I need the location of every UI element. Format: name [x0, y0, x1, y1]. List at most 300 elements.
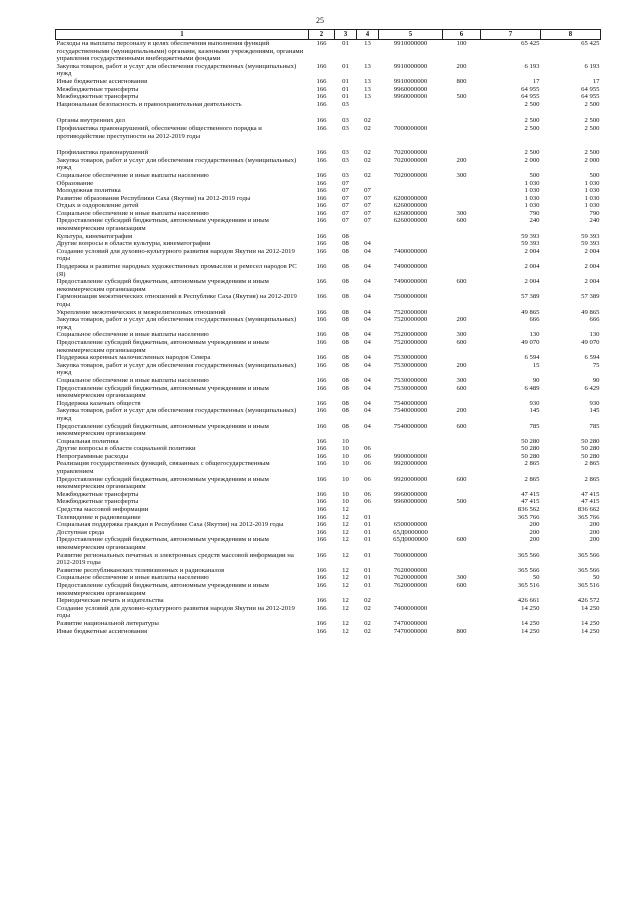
- row-code-ministry: 166: [316, 179, 327, 187]
- row-code-section: 03: [342, 171, 349, 179]
- row-code-ministry: 166: [316, 194, 327, 202]
- row-code-target: 7490000000: [393, 278, 428, 286]
- row-amount-col8: 930: [589, 399, 600, 407]
- row-amount-col7: 64 955: [521, 93, 540, 101]
- row-code-ministry: 166: [316, 597, 327, 605]
- row-description: Закупка товаров, работ и услуг для обеспечения государственных (муниципальных) нужд: [56, 316, 297, 331]
- row-code-subsection: [357, 233, 379, 241]
- row-code-subsection: 06: [364, 445, 371, 453]
- row-code-expense-type: [443, 445, 481, 453]
- row-code-subsection: 04: [364, 331, 371, 339]
- row-code-expense-type: [443, 620, 481, 628]
- row-code-subsection: [357, 180, 379, 188]
- table-row: [56, 86, 601, 94]
- row-amount-col7: 15: [532, 361, 540, 369]
- row-amount-col7: 14 250: [521, 627, 540, 635]
- row-code-subsection: 01: [364, 536, 371, 544]
- row-amount-col7: 49 865: [521, 308, 540, 316]
- row-code-expense-type: [443, 521, 481, 529]
- row-amount-col8: 2 500: [584, 149, 600, 157]
- row-code-target: [379, 445, 443, 453]
- column-header: 4: [357, 30, 379, 40]
- table-row: [56, 362, 601, 377]
- row-code-ministry: 166: [316, 422, 327, 430]
- page-number: 25: [316, 16, 324, 25]
- row-description: Предоставление субсидий бюджетным, автономным учреждениям и иным некоммерческим организациям: [56, 338, 269, 354]
- row-code-section: 01: [342, 40, 349, 47]
- row-spacer: [56, 108, 601, 117]
- row-code-expense-type: 200: [456, 407, 467, 415]
- row-description: Предоставление субсидий бюджетным, автономным учреждениям и иным некоммерческим организациям: [56, 217, 269, 233]
- row-code-ministry: 166: [316, 399, 327, 407]
- row-code-section: 12: [342, 566, 349, 574]
- row-amount-col8: 2 004: [584, 278, 600, 286]
- row-amount-col7: 2 865: [524, 460, 540, 468]
- row-code-section: 08: [342, 247, 349, 255]
- row-code-expense-type: 600: [456, 581, 467, 589]
- row-code-subsection: 04: [364, 361, 371, 369]
- row-code-ministry: 166: [316, 278, 327, 286]
- row-amount-col8: 666: [589, 316, 600, 324]
- row-code-ministry: 166: [316, 506, 327, 514]
- table-row: [56, 423, 601, 438]
- row-code-ministry: 166: [316, 240, 327, 248]
- row-amount-col7: 6 193: [524, 62, 540, 70]
- row-code-subsection: 04: [364, 338, 371, 346]
- row-code-section: 08: [342, 293, 349, 301]
- row-code-subsection: 04: [364, 354, 371, 362]
- table-row: [56, 278, 601, 293]
- row-description: Социальное обеспечение и иные выплаты населению: [56, 574, 209, 582]
- row-amount-col8: 6 594: [584, 354, 600, 362]
- row-code-expense-type: 500: [456, 498, 467, 506]
- table-row: [56, 78, 601, 86]
- row-code-target: 9960000000: [393, 490, 428, 498]
- row-amount-col7: 2 500: [524, 124, 540, 132]
- row-amount-col7: 145: [529, 407, 540, 415]
- row-code-section: 08: [342, 263, 349, 271]
- row-code-expense-type: 200: [456, 62, 467, 70]
- row-code-section: 12: [342, 581, 349, 589]
- row-description: Развитие региональных печатных и электронных средств массовой информации на 2012-2019 годы: [56, 551, 294, 567]
- row-code-section: 12: [342, 627, 349, 635]
- row-code-subsection: 01: [364, 566, 371, 574]
- row-code-subsection: 04: [364, 384, 371, 392]
- row-code-ministry: 166: [316, 331, 327, 339]
- row-code-subsection: 07: [364, 187, 371, 195]
- row-code-ministry: 166: [316, 156, 327, 164]
- table-row: [56, 438, 601, 446]
- row-amount-col7: 2 500: [524, 149, 540, 157]
- row-code-subsection: 07: [364, 217, 371, 225]
- row-description: Социальная поддержка граждан в Республике Саха (Якутия) на 2012-2019 годы: [56, 521, 284, 529]
- row-code-section: 12: [342, 604, 349, 612]
- row-code-ministry: 166: [316, 627, 327, 635]
- row-code-subsection: 01: [364, 528, 371, 536]
- row-code-subsection: 04: [364, 278, 371, 286]
- row-code-ministry: 166: [316, 490, 327, 498]
- row-amount-col7: 785: [529, 422, 540, 430]
- row-amount-col8: 47 415: [581, 490, 600, 498]
- row-code-ministry: 166: [316, 187, 327, 195]
- table-row: [56, 460, 601, 475]
- row-code-target: 65Д0000000: [393, 528, 428, 536]
- table-row: [56, 491, 601, 499]
- row-code-subsection: 04: [364, 293, 371, 301]
- row-code-section: 12: [342, 551, 349, 559]
- row-code-section: 10: [342, 460, 349, 468]
- row-code-ministry: 166: [316, 521, 327, 529]
- row-code-expense-type: [443, 552, 481, 567]
- row-code-target: 6260000000: [393, 209, 428, 217]
- row-amount-col8: 14 250: [581, 619, 600, 627]
- row-amount-col7: 50 280: [521, 445, 540, 453]
- table-row: [56, 385, 601, 400]
- row-description: Закупка товаров, работ и услуг для обеспечения государственных (муниципальных) нужд: [56, 156, 297, 172]
- row-amount-col8: 2 865: [584, 475, 600, 483]
- row-code-section: 12: [342, 528, 349, 536]
- row-amount-col7: 90: [532, 376, 540, 384]
- row-code-section: 10: [342, 437, 349, 445]
- row-code-subsection: 13: [364, 85, 371, 93]
- row-code-target: 7020000000: [393, 171, 428, 179]
- row-description: Другие вопросы в области социальной политики: [56, 445, 196, 453]
- row-amount-col7: 17: [532, 77, 540, 85]
- row-code-expense-type: [443, 597, 481, 605]
- row-code-expense-type: [443, 438, 481, 446]
- row-amount-col7: 6 594: [524, 354, 540, 362]
- row-description: Иные бюджетные ассигнования: [56, 77, 148, 85]
- row-amount-col7: 365 516: [517, 581, 540, 589]
- row-code-subsection: 06: [364, 498, 371, 506]
- row-code-expense-type: [443, 101, 481, 109]
- table-row: [56, 40, 601, 63]
- row-amount-col8: 49 070: [581, 338, 600, 346]
- row-code-target: [379, 506, 443, 514]
- row-code-section: 07: [342, 194, 349, 202]
- row-code-expense-type: 600: [456, 475, 467, 483]
- row-amount-col7: 365 566: [517, 566, 540, 574]
- row-code-target: 7540000000: [393, 422, 428, 430]
- row-code-target: 6260000000: [393, 217, 428, 225]
- row-code-target: 9910000000: [393, 40, 428, 47]
- budget-table: [55, 29, 601, 635]
- row-description: Межбюджетные трансферты: [56, 490, 139, 498]
- table-row: [56, 293, 601, 308]
- row-amount-col7: 1 030: [524, 187, 540, 195]
- row-amount-col8: 200: [589, 521, 600, 529]
- row-code-ministry: 166: [316, 62, 327, 70]
- row-code-target: 9910000000: [393, 62, 428, 70]
- column-header: 5: [379, 30, 443, 40]
- row-amount-col8: 59 393: [581, 232, 600, 240]
- row-amount-col7: 930: [529, 399, 540, 407]
- row-code-ministry: 166: [316, 93, 327, 101]
- row-code-expense-type: 300: [456, 171, 467, 179]
- row-amount-col8: 200: [589, 536, 600, 544]
- row-code-subsection: 04: [364, 247, 371, 255]
- row-code-target: 9960000000: [393, 498, 428, 506]
- row-description: Поддержка и развитие народных художественных промыслов и ремесел народов РС (Я): [56, 263, 297, 278]
- row-code-target: 7020000000: [393, 156, 428, 164]
- row-code-ministry: 166: [316, 100, 327, 108]
- row-code-subsection: 02: [364, 149, 371, 157]
- table-row: [56, 620, 601, 628]
- row-code-subsection: 01: [364, 581, 371, 589]
- table-row: [56, 529, 601, 537]
- row-code-subsection: 06: [364, 490, 371, 498]
- table-row: [56, 210, 601, 218]
- row-code-ministry: 166: [316, 263, 327, 271]
- row-description: Укрепление межэтнических и межрелигиозных отношений: [56, 308, 226, 316]
- row-code-subsection: 04: [364, 308, 371, 316]
- row-code-section: 03: [342, 117, 349, 125]
- row-code-expense-type: [443, 529, 481, 537]
- row-code-ministry: 166: [316, 202, 327, 210]
- row-amount-col7: 365 766: [517, 513, 540, 521]
- table-row: [56, 506, 601, 514]
- row-code-expense-type: 500: [456, 93, 467, 101]
- row-code-ministry: 166: [316, 566, 327, 574]
- table-row: [56, 63, 601, 78]
- row-amount-col8: 2 500: [584, 124, 600, 132]
- table-row: [56, 248, 601, 263]
- row-code-ministry: 166: [316, 445, 327, 453]
- row-code-ministry: 166: [316, 171, 327, 179]
- row-amount-col8: 2 000: [584, 156, 600, 164]
- row-code-target: 7600000000: [393, 551, 428, 559]
- row-description: Предоставление субсидий бюджетным, автономным учреждениям и иным некоммерческим организациям: [56, 422, 269, 438]
- column-header: 2: [309, 30, 335, 40]
- row-amount-col8: 365 516: [577, 581, 600, 589]
- row-code-target: [379, 597, 443, 605]
- row-code-expense-type: [443, 453, 481, 461]
- row-code-ministry: 166: [316, 354, 327, 362]
- row-amount-col7: 1 030: [524, 179, 540, 187]
- row-code-subsection: [357, 438, 379, 446]
- row-code-section: 07: [342, 179, 349, 187]
- row-amount-col7: 240: [529, 217, 540, 225]
- table-row: [56, 498, 601, 506]
- row-amount-col8: 2 004: [584, 247, 600, 255]
- row-amount-col7: 790: [529, 209, 540, 217]
- row-code-section: 08: [342, 308, 349, 316]
- row-code-ministry: 166: [316, 117, 327, 125]
- row-code-ministry: 166: [316, 384, 327, 392]
- row-amount-col8: 145: [589, 407, 600, 415]
- row-code-section: 07: [342, 187, 349, 195]
- row-code-section: 08: [342, 422, 349, 430]
- row-code-ministry: 166: [316, 619, 327, 627]
- row-amount-col7: 1 030: [524, 202, 540, 210]
- row-code-expense-type: [443, 125, 481, 140]
- table-row: [56, 263, 601, 278]
- table-row: [56, 316, 601, 331]
- row-description: Предоставление субсидий бюджетным, автономным учреждениям и иным некоммерческим организациям: [56, 384, 269, 400]
- table-row: [56, 567, 601, 575]
- row-description: Межбюджетные трансферты: [56, 85, 139, 93]
- row-code-expense-type: 200: [456, 156, 467, 164]
- row-code-expense-type: [443, 86, 481, 94]
- row-code-target: 7500000000: [393, 293, 428, 301]
- row-description: Другие вопросы в области культуры, кинематографии: [56, 240, 211, 248]
- row-amount-col8: 1 030: [584, 179, 600, 187]
- row-code-target: 9920000000: [393, 460, 428, 468]
- row-code-target: 9920000000: [393, 475, 428, 483]
- row-code-target: 7020000000: [393, 149, 428, 157]
- row-amount-col8: 50: [592, 574, 600, 582]
- row-code-target: 7520000000: [393, 338, 428, 346]
- row-code-ministry: 166: [316, 581, 327, 589]
- row-amount-col7: 426 661: [517, 597, 540, 605]
- row-code-section: 01: [342, 85, 349, 93]
- row-code-expense-type: [443, 187, 481, 195]
- row-description: Предоставление субсидий бюджетным, автономным учреждениям и иным некоммерческим организациям: [56, 475, 269, 491]
- row-code-section: 01: [342, 77, 349, 85]
- row-amount-col8: 2 865: [584, 460, 600, 468]
- row-code-target: 6260000000: [393, 202, 428, 210]
- row-amount-col8: 14 250: [581, 604, 600, 612]
- row-code-subsection: 13: [364, 93, 371, 101]
- row-description: Профилактика правонарушений, обеспечение общественного порядка и противодействие преступности на 2012-2019 годы: [56, 124, 262, 140]
- column-header: 1: [56, 30, 309, 40]
- row-code-target: [379, 514, 443, 522]
- row-amount-col7: 130: [529, 331, 540, 339]
- row-code-expense-type: [443, 514, 481, 522]
- row-code-expense-type: 200: [456, 361, 467, 369]
- row-code-expense-type: 600: [456, 278, 467, 286]
- row-amount-col8: 14 250: [581, 627, 600, 635]
- row-code-section: 10: [342, 498, 349, 506]
- row-code-target: 7530000000: [393, 376, 428, 384]
- table-row: [56, 582, 601, 597]
- row-code-section: 01: [342, 62, 349, 70]
- row-amount-col7: 59 393: [521, 240, 540, 248]
- row-code-ministry: 166: [316, 604, 327, 612]
- table-row: [56, 240, 601, 248]
- row-code-subsection: 13: [364, 40, 371, 47]
- row-code-expense-type: 600: [456, 536, 467, 544]
- row-amount-col7: 2 004: [524, 263, 540, 271]
- row-code-subsection: 04: [364, 240, 371, 248]
- row-code-target: 7470000000: [393, 619, 428, 627]
- row-amount-col7: 2 500: [524, 117, 540, 125]
- row-amount-col8: 130: [589, 331, 600, 339]
- row-amount-col8: 50 280: [581, 437, 600, 445]
- row-code-ministry: 166: [316, 149, 327, 157]
- row-description: Телевидение и радиовещание: [56, 513, 141, 521]
- row-description: Расходы на выплаты персоналу в целях обеспечения выполнения функций государственными (муниципальными) органами, казенными учреждениями, органами управления государственными внебюджетными фондами: [56, 40, 304, 63]
- row-description: Межбюджетные трансферты: [56, 498, 139, 506]
- row-code-expense-type: [443, 506, 481, 514]
- row-description: Поддержка казачьих обществ: [56, 399, 141, 407]
- row-description: Социальное обеспечение и иные выплаты населению: [56, 209, 209, 217]
- row-code-expense-type: [443, 400, 481, 408]
- row-amount-col7: 200: [529, 528, 540, 536]
- row-code-subsection: 02: [364, 597, 371, 605]
- row-code-target: 7520000000: [393, 308, 428, 316]
- row-code-subsection: 04: [364, 316, 371, 324]
- row-code-expense-type: [443, 233, 481, 241]
- row-code-section: 08: [342, 407, 349, 415]
- row-code-section: 08: [342, 331, 349, 339]
- row-code-ministry: 166: [316, 247, 327, 255]
- row-amount-col8: 57 389: [581, 293, 600, 301]
- table-row: [56, 202, 601, 210]
- row-code-ministry: 166: [316, 574, 327, 582]
- table-row: [56, 476, 601, 491]
- row-code-target: 65Д0000000: [393, 536, 428, 544]
- row-amount-col7: 836 562: [517, 506, 540, 514]
- row-description: Социальная политика: [56, 437, 119, 445]
- row-code-target: 6200000000: [393, 194, 428, 202]
- table-row: [56, 574, 601, 582]
- row-code-section: 07: [342, 209, 349, 217]
- row-code-ministry: 166: [316, 77, 327, 85]
- row-amount-col7: 365 566: [517, 551, 540, 559]
- row-code-expense-type: [443, 605, 481, 620]
- row-code-ministry: 166: [316, 498, 327, 506]
- table-row: [56, 187, 601, 195]
- row-amount-col8: 365 766: [577, 513, 600, 521]
- row-code-subsection: 07: [364, 194, 371, 202]
- row-code-expense-type: [443, 263, 481, 278]
- row-code-expense-type: 600: [456, 338, 467, 346]
- row-amount-col7: 2 500: [524, 100, 540, 108]
- row-amount-col8: 836 662: [577, 506, 600, 514]
- row-code-target: 7000000000: [393, 124, 428, 132]
- table-body: [56, 40, 601, 636]
- row-code-expense-type: 100: [456, 40, 467, 47]
- row-code-section: 12: [342, 597, 349, 605]
- column-header: 3: [335, 30, 357, 40]
- row-code-subsection: 01: [364, 513, 371, 521]
- row-code-subsection: 01: [364, 551, 371, 559]
- row-code-expense-type: 600: [456, 422, 467, 430]
- table-row: [56, 233, 601, 241]
- row-description: Развитие национальной литературы: [56, 619, 159, 627]
- row-code-expense-type: [443, 309, 481, 317]
- row-code-expense-type: 800: [456, 627, 467, 635]
- row-code-ministry: 166: [316, 209, 327, 217]
- row-amount-col7: 200: [529, 536, 540, 544]
- row-amount-col8: 64 955: [581, 85, 600, 93]
- row-code-expense-type: [443, 202, 481, 210]
- row-code-target: 9960000000: [393, 85, 428, 93]
- spacer-cell: [56, 108, 601, 117]
- row-amount-col8: 365 566: [577, 566, 600, 574]
- row-code-expense-type: 600: [456, 217, 467, 225]
- row-code-ministry: 166: [316, 308, 327, 316]
- row-code-target: 7530000000: [393, 354, 428, 362]
- row-code-subsection: 07: [364, 202, 371, 210]
- row-code-subsection: 04: [364, 407, 371, 415]
- row-code-section: 08: [342, 384, 349, 392]
- row-code-section: 10: [342, 445, 349, 453]
- row-code-target: 9910000000: [393, 77, 428, 85]
- row-amount-col7: 6 489: [524, 384, 540, 392]
- row-code-section: 08: [342, 232, 349, 240]
- row-code-target: [379, 438, 443, 446]
- row-amount-col8: 75: [592, 361, 600, 369]
- row-amount-col8: 65 425: [581, 40, 600, 47]
- row-code-section: 03: [342, 149, 349, 157]
- row-amount-col8: 59 393: [581, 240, 600, 248]
- row-amount-col8: 50 280: [581, 445, 600, 453]
- row-code-section: 10: [342, 475, 349, 483]
- row-code-section: 10: [342, 452, 349, 460]
- row-description: Доступная среда: [56, 528, 105, 536]
